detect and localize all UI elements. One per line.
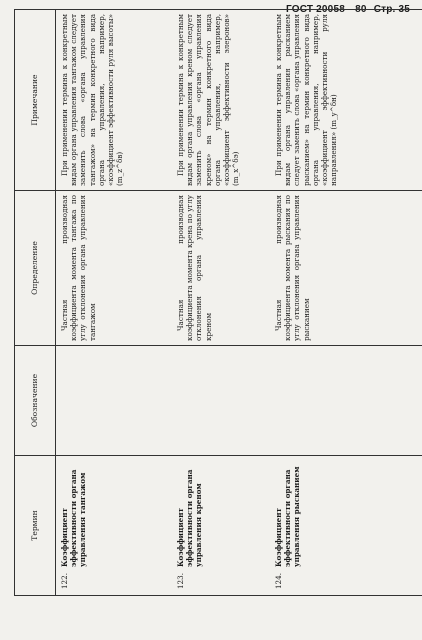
- designation-cell: [56, 346, 173, 456]
- designation-cell: [270, 346, 422, 456]
- standard-number: ГОСТ 20058—80: [285, 4, 367, 15]
- note-cell: При применении термина к конкретным видам органа управления тангажом следует заменить слова «органа управления тангажом» на термин конкретного вида органа управления, например, «коэффициент эффективности руля высоты» (m_z^δв): [56, 10, 173, 191]
- term-name: Коэффициент эффективности органа управления тангажом: [60, 469, 88, 567]
- column-header-term: Термин: [15, 456, 56, 596]
- term-number: 123.: [176, 573, 185, 590]
- term-cell: [172, 456, 270, 596]
- page-number: Стр. 35: [373, 4, 410, 15]
- designation-cell: [172, 346, 270, 456]
- term-cell: [56, 456, 173, 596]
- rotated-table-wrapper: [14, 10, 418, 596]
- term-name: Коэффициент эффективности органа управления креном: [176, 469, 204, 567]
- table-header-row: [15, 10, 56, 596]
- terms-table: [14, 9, 422, 596]
- table-row: [172, 10, 270, 596]
- term-number: 124.: [274, 573, 283, 590]
- table-row: [270, 10, 422, 596]
- table-row: [56, 10, 173, 596]
- column-header-designation: Обозначение: [15, 346, 56, 456]
- note-cell: При применении термина к конкретным видам органа управления креном следует заменить слова «органа управления креном» на термин конкретного вида органа управления, например, «коэффициент эффективности элеронов» (m_x^δэ): [172, 10, 270, 191]
- note-cell: При применении термина к конкретным видам органа управления рысканием следует заменить слова «органа управления рысканием» на термин конкретного вида органа управления, например, «коэффициент эффективности руля направления» (m_y^δн): [270, 10, 422, 191]
- definition-cell: Частная производная коэффициента момента тангажа по углу отклонения органа управления тангажом: [56, 191, 173, 346]
- term-cell: [270, 456, 422, 596]
- definition-cell: Частная производная коэффициента момента рыскания по углу отклонения органа управления рысканием: [270, 191, 422, 346]
- term-name: Коэффициент эффективности органа управления рысканием: [274, 466, 302, 567]
- term-number: 122.: [60, 573, 69, 590]
- definition-cell: Частная производная коэффициента момента крена по углу отклонения органа управления креном: [172, 191, 270, 346]
- column-header-definition: Определение: [15, 191, 56, 346]
- column-header-note: Примечание: [15, 10, 56, 191]
